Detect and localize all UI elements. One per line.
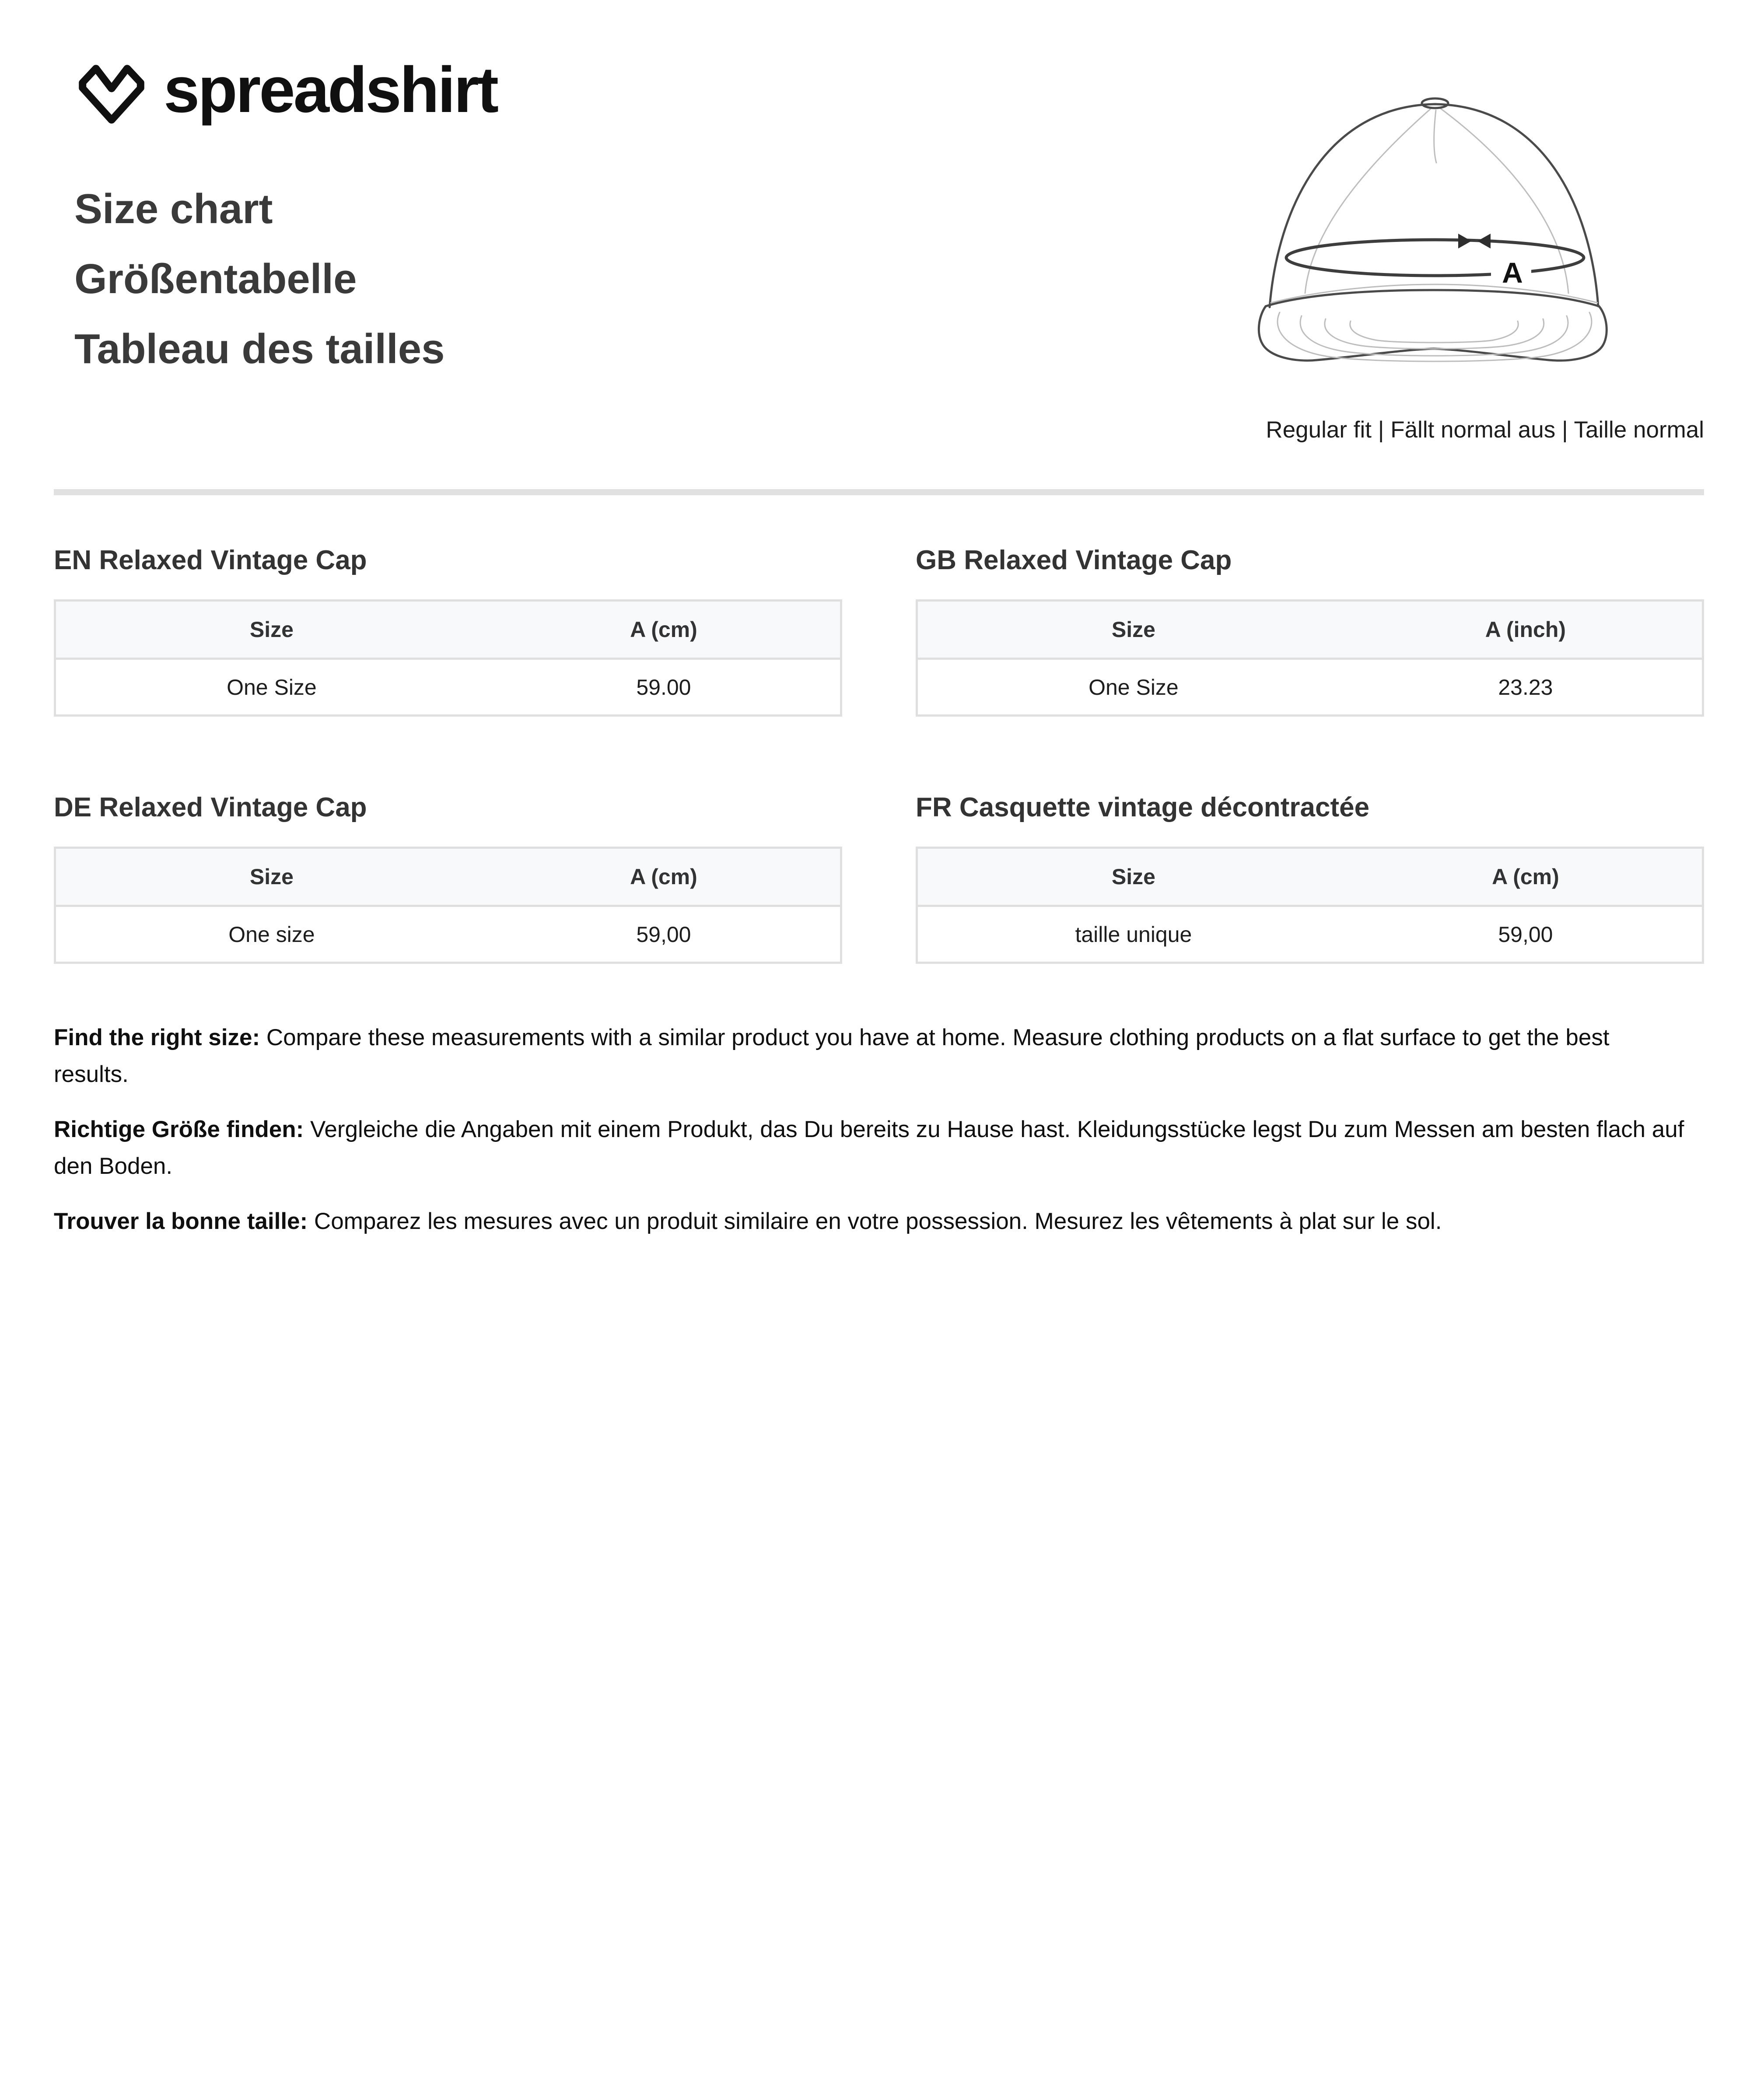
cell-size: One Size <box>917 659 1349 716</box>
spreadshirt-heart-icon <box>74 56 149 124</box>
size-section-heading-gb: GB Relaxed Vintage Cap <box>916 545 1232 575</box>
note-en-text: Compare these measurements with a similar product you have at home. Measure clothing products on a flat surface to get the best results. <box>54 1025 1610 1087</box>
page-header <box>54 0 1704 489</box>
size-table-fr <box>916 847 1704 964</box>
spreadshirt-logo <box>74 56 497 124</box>
page-titles <box>74 174 445 384</box>
size-section-fr <box>916 791 1704 964</box>
note-en-label: Find the right size: <box>54 1025 260 1050</box>
measure-arrow-right-icon <box>1458 234 1471 248</box>
note-fr <box>54 1203 1690 1240</box>
cell-measure: 59.00 <box>487 659 841 716</box>
column-header-measure: A (cm) <box>1349 848 1703 906</box>
cell-size: One size <box>55 906 487 963</box>
table-row <box>917 906 1703 963</box>
table-row <box>55 906 841 963</box>
size-table-en <box>54 599 842 717</box>
column-header-measure: A (cm) <box>487 848 841 906</box>
cap-illustration-svg <box>1253 97 1645 381</box>
table-header-row <box>55 601 841 659</box>
table-row <box>55 659 841 716</box>
page-title-fr: Tableau des tailles <box>74 326 445 372</box>
note-de-label: Richtige Größe finden: <box>54 1116 304 1142</box>
note-de <box>54 1111 1690 1185</box>
cell-size: One Size <box>55 659 487 716</box>
size-section-heading-en: EN Relaxed Vintage Cap <box>54 545 367 575</box>
cap-brim <box>1259 290 1606 360</box>
cell-size: taille unique <box>917 906 1349 963</box>
page-title-en: Size chart <box>74 186 273 232</box>
note-de-text: Vergleiche die Angaben mit einem Produkt, das Du bereits zu Hause hast. Kleidungsstücke legst Du zum Messen am besten flach auf den Boden. <box>54 1116 1684 1179</box>
column-header-size: Size <box>55 601 487 659</box>
cell-measure: 23.23 <box>1349 659 1703 716</box>
cell-measure: 59,00 <box>1349 906 1703 963</box>
size-section-en <box>54 544 842 717</box>
size-section-heading-de: DE Relaxed Vintage Cap <box>54 792 367 822</box>
cell-measure: 59,00 <box>487 906 841 963</box>
table-header-row <box>55 848 841 906</box>
column-header-measure: A (cm) <box>487 601 841 659</box>
measurement-label: A <box>1502 256 1523 289</box>
column-header-size: Size <box>917 848 1349 906</box>
table-header-row <box>917 848 1703 906</box>
size-tables <box>54 544 1704 964</box>
column-header-measure: A (inch) <box>1349 601 1703 659</box>
logo-wordmark: spreadshirt <box>164 54 497 126</box>
column-header-size: Size <box>55 848 487 906</box>
cap-illustration <box>1253 97 1645 381</box>
note-fr-label: Trouver la bonne taille: <box>54 1208 308 1234</box>
note-fr-text: Comparez les mesures avec un produit similaire en votre possession. Mesurez les vêtements à plat sur le sol. <box>314 1208 1442 1234</box>
measurement-ellipse <box>1286 240 1584 276</box>
column-header-size: Size <box>917 601 1349 659</box>
sizing-notes <box>54 1019 1690 1240</box>
page-title-de: Größentabelle <box>74 256 357 302</box>
measure-arrow-left-icon <box>1477 234 1491 248</box>
fit-note: Regular fit | Fällt normal aus | Taille normal <box>1266 417 1704 443</box>
size-section-de <box>54 791 842 964</box>
note-en <box>54 1019 1690 1093</box>
divider <box>54 489 1704 495</box>
table-header-row <box>917 601 1703 659</box>
table-row <box>917 659 1703 716</box>
size-section-heading-fr: FR Casquette vintage décontractée <box>916 792 1370 822</box>
size-table-de <box>54 847 842 964</box>
size-section-gb <box>916 544 1704 717</box>
size-table-gb <box>916 599 1704 717</box>
